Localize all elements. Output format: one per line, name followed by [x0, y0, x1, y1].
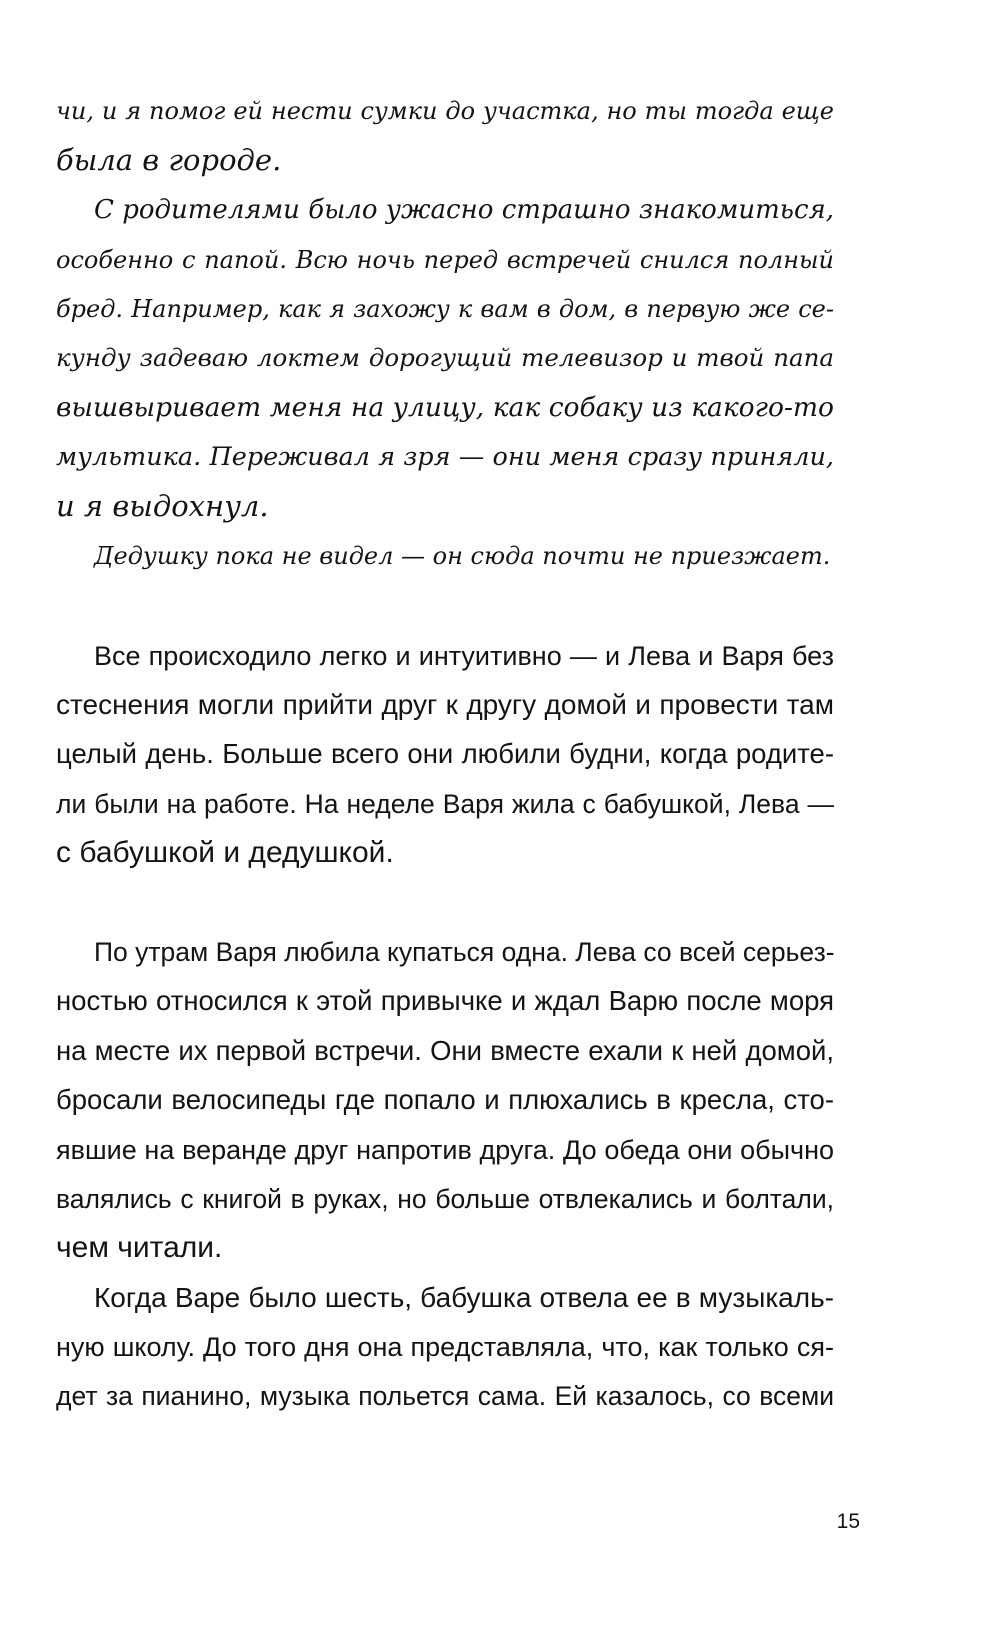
text-line: По утрам Варя любила купаться одна. Лева со всей серьез- — [94, 937, 835, 967]
text-line: на месте их первой встречи. Они вместе ехали к ней домой, — [56, 1035, 834, 1066]
text-line: бросали велосипеды где попало и плюхались в кресла, сто- — [56, 1084, 834, 1115]
text-line: ную школу. До того дня она представляла, что, как только ся- — [56, 1332, 834, 1362]
text-line: особенно с папой. Всю ночь перед встречей снился полный — [56, 246, 834, 274]
text-line: чем читали. — [56, 1231, 223, 1264]
text-line: С родителями было ужасно страшно знакомиться, — [94, 195, 834, 225]
text-line: чи, и я помог ей нести сумки до участка, но ты тогда еще — [56, 97, 834, 125]
text-line: ли были на работе. На неделе Варя жила с бабушкой, Лева — — [56, 789, 834, 819]
text-line: кунду задеваю локтем дорогущий телевизор и твой папа — [56, 343, 834, 372]
text-line: Когда Варе было шесть, бабушка отвела ее в музыкаль- — [94, 1282, 834, 1313]
text-line: дет за пианино, музыка польется сама. Ей казалось, со всеми — [56, 1381, 834, 1411]
text-line: явшие на веранде друг напротив друга. До обеда они обычно — [56, 1135, 834, 1165]
text-line: Все происходило легко и интуитивно — и Лева и Варя без — [94, 641, 834, 671]
text-line: с бабушкой и дедушкой. — [56, 836, 394, 869]
text-line: бред. Например, как я захожу к вам в дом, в первую же се- — [56, 295, 834, 323]
text-line: и я выдохнул. — [56, 489, 269, 523]
text-line: была в городе. — [56, 143, 282, 177]
text-line: целый день. Больше всего они любили будни, когда родите- — [56, 738, 834, 769]
text-line: валялись с книгой в руках, но больше отвлекались и болтали, — [56, 1184, 834, 1214]
text-line: ностью относился к этой привычке и ждал Варю после моря — [56, 985, 834, 1016]
text-line: Дедушку пока не видел — он сюда почти не приезжает. — [94, 542, 831, 570]
page-number: 15 — [836, 1510, 860, 1533]
text-line: стеснения могли прийти друг к другу домой и провести там — [56, 689, 834, 720]
text-line: вышвыривает меня на улицу, как собаку из какого-то — [56, 392, 834, 423]
text-line: мультика. Переживал я зря — они меня сразу приняли, — [56, 442, 834, 472]
